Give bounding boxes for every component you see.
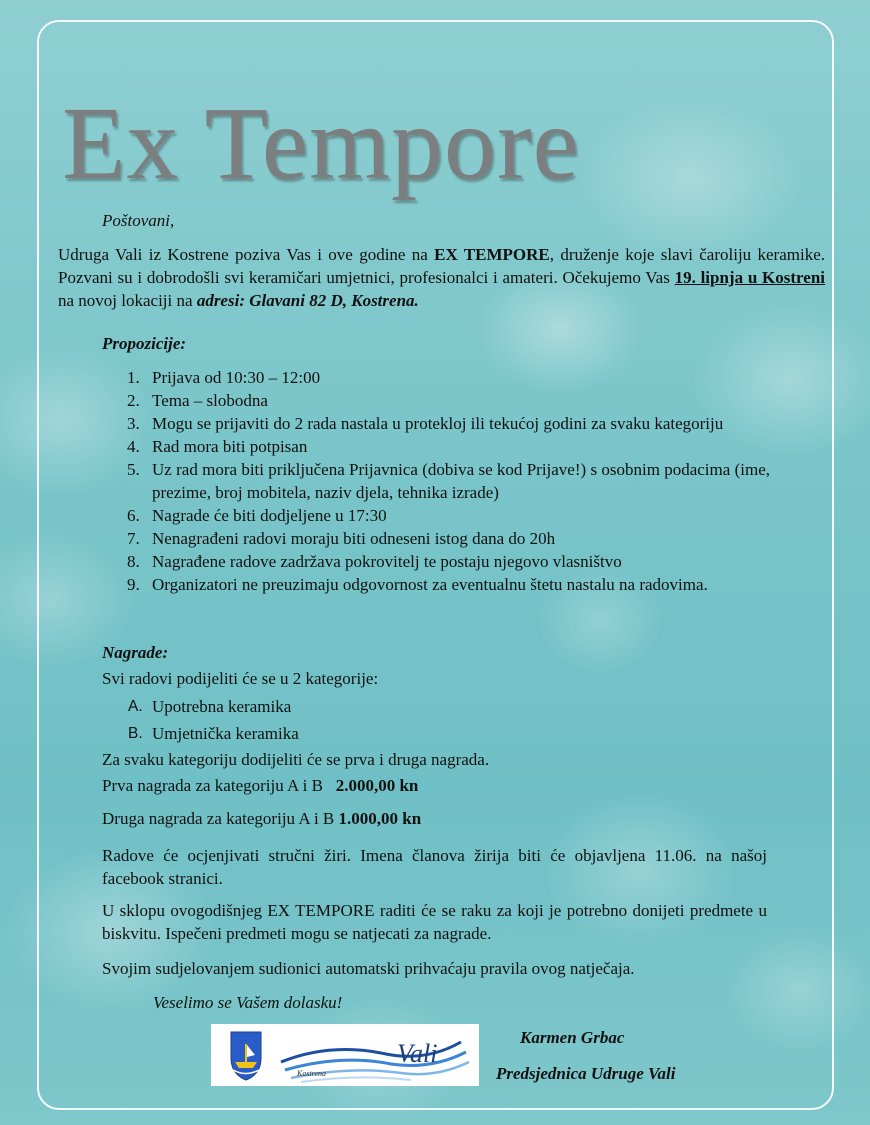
intro-text-1: Udruga Vali iz Kostrene poziva Vas i ove godine na xyxy=(58,245,435,264)
list-item: 5. Uz rad mora biti priključena Prijavnica (dobiva se kod Prijave!) s osobnim podacima (ime, prezime, broj mobitela, naziv djela, tehnika izrade) xyxy=(127,460,770,502)
coat-of-arms-icon xyxy=(231,1032,261,1080)
list-item: 3. Mogu se prijaviti do 2 rada nastala u protekloj ili tekućoj godini za svaku kategoriju xyxy=(127,414,724,433)
greeting: Poštovani, xyxy=(102,211,175,230)
list-item: 4. Rad mora biti potpisan xyxy=(127,437,308,456)
list-item: 2. Tema – slobodna xyxy=(127,391,268,410)
intro-text-3: na novoj lokaciji na xyxy=(58,291,197,310)
list-item: A. Upotrebna keramika xyxy=(128,697,292,716)
list-item: 7. Nenagrađeni radovi moraju biti odneseni istog dana do 20h xyxy=(127,529,556,548)
awards-heading: Nagrade: xyxy=(102,643,169,662)
jury-paragraph: Radove će ocjenjivati stručni žiri. Imena članova žirija biti će objavljena 11.06. na našoj facebook stranici. xyxy=(102,846,767,888)
intro-date-place: 19. lipnja u Kostreni xyxy=(674,268,826,287)
second-prize-amount: 1.000,00 kn xyxy=(338,809,422,828)
logos-graphic xyxy=(211,1024,479,1086)
closing-line: Veselimo se Vašem dolasku! xyxy=(153,993,343,1012)
sponsor-logos xyxy=(211,1024,479,1086)
intro-text-2: , druženje koje slavi čaroliju keramike. Pozvani su i dobrodošli svi keramičari umjetnici, profesionalci i amateri. Očekujemo Vas xyxy=(58,245,825,287)
signer-name: Karmen Grbac xyxy=(520,1028,625,1047)
category-list xyxy=(126,694,299,748)
rules-heading: Propozicije: xyxy=(102,334,187,353)
intro-paragraph xyxy=(58,243,825,312)
signer-role: Predsjednica Udruge Vali xyxy=(496,1064,676,1083)
logo-name: Vali xyxy=(397,1039,438,1068)
intro-address: adresi: Glavani 82 D, Kostrena. xyxy=(196,291,419,310)
raku-paragraph: U sklopu ovogodišnjeg EX TEMPORE raditi će se raku za koji je potrebno donijeti predmete u biskvitu. Ispečeni predmeti mogu se natjecati za nagrade. xyxy=(102,901,767,943)
rules-acceptance: Svojim sudjelovanjem sudionici automatski prihvaćaju pravila ovog natječaja. xyxy=(102,959,635,978)
logo-place: Kostrena xyxy=(297,1069,327,1078)
second-prize: Druga nagrada za kategoriju A i B 1.000,00 kn xyxy=(102,809,422,828)
first-prize: Prva nagrada za kategoriju A i B 2.000,00 kn xyxy=(102,776,419,795)
list-item: 6. Nagrade će biti dodjeljene u 17:30 xyxy=(127,506,387,525)
list-item: 1. Prijava od 10:30 – 12:00 xyxy=(127,368,321,387)
awards-intro: Svi radovi podijeliti će se u 2 kategorije: xyxy=(102,669,379,688)
list-item: B. Umjetnička keramika xyxy=(128,724,299,743)
rules-list xyxy=(120,366,770,596)
first-prize-amount: 2.000,00 kn xyxy=(335,776,419,795)
page-title: Ex Tempore xyxy=(62,86,580,201)
list-item: 9. Organizatori ne preuzimaju odgovornost za eventualnu štetu nastalu na radovima. xyxy=(127,575,708,594)
awards-note: Za svaku kategoriju dodijeliti će se prva i druga nagrada. xyxy=(102,750,490,769)
intro-event-name: EX TEMPORE xyxy=(434,245,550,264)
list-item: 8. Nagrađene radove zadržava pokrovitelj te postaju njegovo vlasništvo xyxy=(127,552,622,571)
